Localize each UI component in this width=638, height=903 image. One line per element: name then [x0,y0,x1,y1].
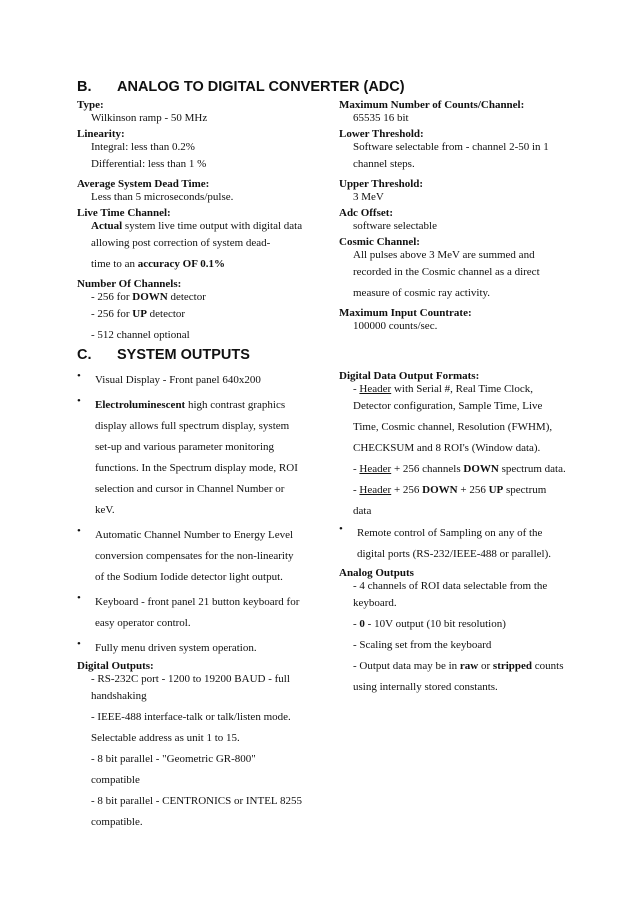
bullet-item [77,395,327,521]
spec-heading: Digital Outputs: [77,660,154,672]
text-line: Software selectable from - channel 2-50 in 1 [353,141,549,153]
bold-text: stripped [492,660,533,672]
text-line: Automatic Channel Number to Energy Level [95,529,294,541]
spec-heading: Analog Outputs [339,567,414,579]
bullet-icon: • [77,638,81,650]
text-line: - 0 - 10V output (10 bit resolution) [353,618,506,630]
text-line: - Header with Serial #, Real Time Clock, [353,383,533,395]
text-line: allowing post correction of system dead- [91,237,271,249]
spec-entry [339,99,579,125]
section-b-title: ANALOG TO DIGITAL CONVERTER (ADC) [117,79,405,95]
bullet-item [77,370,327,391]
text-line: Keyboard - front panel 21 button keyboard for [95,596,300,608]
spec-entry [77,99,322,125]
spec-entry [77,178,322,204]
bold-text: DOWN [132,291,168,303]
underlined-text: Header [359,484,392,496]
bullet-item [77,638,327,659]
spec-heading: Lower Threshold: [339,128,424,140]
text-line: Less than 5 microseconds/pulse. [91,191,234,203]
text-line: - 256 for DOWN detector [91,291,206,303]
section-c-left-column [77,370,327,833]
text-line: set-up and various parameter monitoring [95,441,275,453]
text-line: - 8 bit parallel - "Geometric GR-800" [91,753,256,765]
bold-text: DOWN [422,484,458,496]
spec-heading: Average System Dead Time: [77,178,210,190]
text-line: - Scaling set from the keyboard [353,639,492,651]
text-line: time to an accuracy OF 0.1% [91,258,226,270]
bold-text: accuracy OF 0.1% [137,258,226,270]
text-line: - RS-232C port - 1200 to 19200 BAUD - full [91,673,290,685]
spec-entry [339,567,579,698]
text-line: handshaking [91,690,147,702]
text-line: Remote control of Sampling on any of the [357,527,543,539]
text-line: Electroluminescent high contrast graphics [95,399,286,411]
bullet-icon: • [77,525,81,537]
spec-entry [77,278,322,346]
text-line: Selectable address as unit 1 to 15. [91,732,240,744]
spec-heading: Maximum Input Countrate: [339,307,472,319]
text-line: Integral: less than 0.2% [91,141,195,153]
section-c-title: SYSTEM OUTPUTS [117,347,250,363]
spec-heading: Digital Data Output Formats: [339,370,480,382]
spec-entry [77,660,327,833]
text-line: 100000 counts/sec. [353,320,438,332]
spec-entry [339,178,579,204]
text-line: - 256 for UP detector [91,308,186,320]
bullet-item [339,523,579,565]
spec-entry [339,207,579,233]
digital-outputs [77,660,327,833]
text-line: - IEEE-488 interface-talk or talk/listen mode. [91,711,291,723]
text-line: using internally stored constants. [353,681,498,693]
spec-heading: Adc Offset: [339,207,394,219]
text-line: compatible [91,774,140,786]
section-b-left-column [77,99,322,346]
text-line: digital ports (RS-232/IEEE-488 or parallel). [357,548,551,560]
text-line: CHECKSUM and 8 ROI's (Window data). [353,442,541,454]
text-line: Time, Cosmic channel, Resolution (FWHM), [353,421,553,433]
underlined-text: Header [359,463,392,475]
bold-text: UP [488,484,504,496]
text-line: - 4 channels of ROI data selectable from the [353,580,548,592]
bullet-icon: • [77,592,81,604]
underlined-text: Header [359,383,392,395]
text-line: data [353,505,372,517]
text-line: keyboard. [353,597,397,609]
text-line: Actual system live time output with digital data [91,220,303,232]
text-line: compatible. [91,816,143,828]
section-b-letter: B. [77,79,92,95]
text-line: software selectable [353,220,437,232]
text-line: conversion compensates for the non-linearity [95,550,294,562]
text-line: easy operator control. [95,617,191,629]
spec-entry [339,307,579,333]
section-c-letter: C. [77,347,92,363]
spec-heading: Cosmic Channel: [339,236,420,248]
spec-heading: Maximum Number of Counts/Channel: [339,99,525,111]
spec-heading: Live Time Channel: [77,207,171,219]
spec-entry [339,370,579,522]
section-b-heading [77,79,405,95]
analog-outputs [339,567,579,698]
text-line: Fully menu driven system operation. [95,642,257,654]
bullet-icon: • [77,370,81,382]
text-line: of the Sodium Iodide detector light output. [95,571,283,583]
bullet-item [77,592,327,634]
text-line: - Output data may be in raw or stripped counts [353,660,564,672]
text-line: recorded in the Cosmic channel as a direct [353,266,540,278]
text-line: All pulses above 3 MeV are summed and [353,249,535,261]
text-line: Wilkinson ramp - 50 MHz [91,112,208,124]
text-line: channel steps. [353,158,415,170]
text-line: - 8 bit parallel - CENTRONICS or INTEL 8255 [91,795,302,807]
spec-heading: Type: [77,99,104,111]
spec-entry [77,128,322,175]
text-line: keV. [95,504,115,516]
text-line: measure of cosmic ray activity. [353,287,491,299]
text-line: functions. In the Spectrum display mode, ROI [95,462,298,474]
spec-entry [339,236,579,304]
bold-text: DOWN [463,463,499,475]
spec-heading: Number Of Channels: [77,278,182,290]
section-c-heading [77,347,250,363]
bold-text: Electroluminescent [95,399,186,411]
spec-heading: Linearity: [77,128,125,140]
bold-text: 0 [359,618,365,630]
bold-text: UP [132,308,147,320]
text-line: - Header + 256 channels DOWN spectrum data. [353,463,566,475]
text-line: 3 MeV [353,191,384,203]
bullet-icon: • [77,395,81,407]
bullet-icon: • [339,523,343,535]
text-line: display allows full spectrum display, system [95,420,290,432]
section-b-right-column [339,99,579,333]
text-line: Visual Display - Front panel 640x200 [95,374,261,386]
remote-control-bullet [339,523,579,565]
text-line: - Header + 256 DOWN + 256 UP spectrum [353,484,547,496]
spec-entry [339,128,579,175]
feature-bullet-list [77,370,327,659]
text-line: - 512 channel optional [91,329,190,341]
bullet-item [77,525,327,588]
text-line: selection and cursor in Channel Number or [95,483,285,495]
spec-entry [77,207,322,275]
text-line: Detector configuration, Sample Time, Live [353,400,543,412]
digital-data-output-formats [339,370,579,522]
bold-text: raw [459,660,479,672]
spec-heading: Upper Threshold: [339,178,424,190]
bold-text: Actual [91,220,123,232]
text-line: Differential: less than 1 % [91,158,207,170]
section-c-right-column [339,370,579,698]
text-line: 65535 16 bit [353,112,409,124]
